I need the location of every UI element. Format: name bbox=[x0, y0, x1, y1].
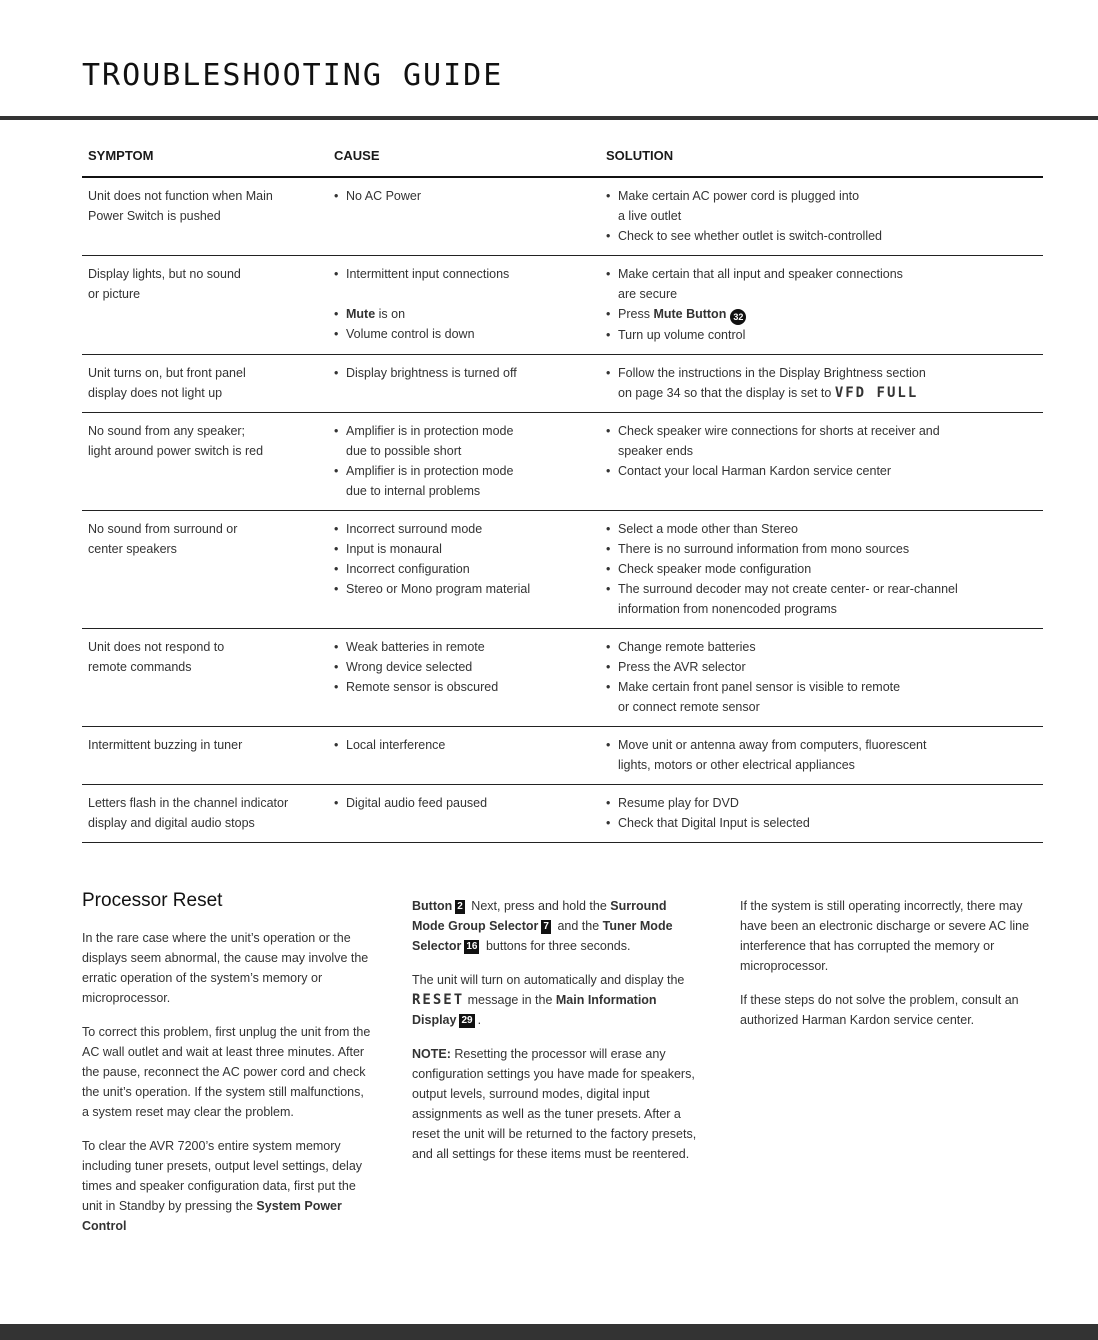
list-item: • There is no surround information from mono sources bbox=[606, 542, 910, 556]
reset-column-2 bbox=[412, 896, 702, 1178]
header-symptom: SYMPTOM bbox=[88, 148, 154, 163]
mute-button-number-icon: 32 bbox=[730, 309, 746, 325]
cause-cell bbox=[334, 735, 606, 775]
list-item: • Wrong device selected bbox=[334, 660, 473, 674]
solution-cell bbox=[606, 735, 1043, 775]
cause-cell bbox=[334, 637, 606, 717]
reset-display-text: RESET bbox=[412, 992, 465, 1008]
cause-cell bbox=[334, 363, 606, 403]
note-paragraph: NOTE: Resetting the processor will erase any configuration settings you have made for speakers, output levels, surround modes, digital input assignments as well as the tuner presets. After a reset the unit will be returned to the factory presets, and all settings for these items must be reentered. bbox=[412, 1047, 697, 1161]
key-number-icon: 7 bbox=[543, 921, 549, 932]
list-item: • Make certain that all input and speaker connections are secure bbox=[606, 267, 903, 301]
list-item: • Stereo or Mono program material bbox=[334, 582, 531, 596]
reset-column-1 bbox=[82, 928, 372, 1250]
solution-cell bbox=[606, 793, 1043, 833]
list-item: • Select a mode other than Stereo bbox=[606, 522, 798, 536]
list-item: • Intermittent input connections bbox=[334, 267, 510, 281]
list-item: • No AC Power bbox=[334, 189, 422, 203]
symptom-cell: No sound from any speaker; light around power switch is red bbox=[88, 424, 264, 458]
symptom-cell: Display lights, but no sound or picture bbox=[88, 267, 241, 301]
table-row bbox=[82, 413, 1043, 511]
list-item: • Check speaker wire connections for shorts at receiver and speaker ends bbox=[606, 424, 940, 458]
solution-cell bbox=[606, 264, 1043, 345]
symptom-cell: Unit does not function when Main Power Switch is pushed bbox=[88, 189, 273, 223]
table-header bbox=[82, 148, 1043, 178]
table-row bbox=[82, 511, 1043, 629]
symptom-cell: No sound from surround or center speakers bbox=[88, 522, 238, 556]
list-item: • Remote sensor is obscured bbox=[334, 680, 499, 694]
cause-cell bbox=[334, 264, 606, 345]
list-item: • Make certain front panel sensor is visible to remote or connect remote sensor bbox=[606, 680, 901, 714]
table-row bbox=[82, 629, 1043, 727]
list-item: • The surround decoder may not create center- or rear-channel information from nonencoded programs bbox=[606, 582, 958, 616]
list-item: • Turn up volume control bbox=[606, 328, 746, 342]
cause-cell bbox=[334, 186, 606, 246]
processor-reset-heading: Processor Reset bbox=[82, 890, 223, 911]
list-item: • Input is monaural bbox=[334, 542, 442, 556]
title-rule bbox=[0, 116, 1098, 120]
list-item: • Mute is on bbox=[334, 307, 406, 321]
list-item: • Change remote batteries bbox=[606, 640, 756, 654]
reset-paragraph: To clear the AVR 7200’s entire system memory including tuner presets, output level settings, delay times and speaker configuration data, first put the unit in Standby by pressing the System Power Control bbox=[82, 1139, 363, 1233]
list-item: • Contact your local Harman Kardon service center bbox=[606, 464, 892, 478]
reset-paragraph: To correct this problem, first unplug the unit from the AC wall outlet and wait at least three minutes. After the pause, reconnect the AC power cord and check the unit’s operation. If the system still malfunctions, a system reset may clear the problem. bbox=[82, 1025, 371, 1119]
key-number-icon: 29 bbox=[461, 1015, 473, 1026]
table-row bbox=[82, 785, 1043, 843]
list-item: • Incorrect configuration bbox=[334, 562, 470, 576]
header-solution: SOLUTION bbox=[606, 148, 674, 163]
list-item: • Weak batteries in remote bbox=[334, 640, 485, 654]
reset-paragraph: Button 2 Next, press and hold the Surround Mode Group Selector 7 and the Tuner Mode Selector 16 buttons for three seconds. bbox=[412, 899, 673, 953]
list-item: • Display brightness is turned off bbox=[334, 366, 517, 380]
list-item: • Volume control is down bbox=[334, 327, 475, 341]
list-item: • Incorrect surround mode bbox=[334, 522, 483, 536]
troubleshooting-table bbox=[82, 148, 1043, 843]
list-item: • Check that Digital Input is selected bbox=[606, 816, 810, 830]
solution-cell bbox=[606, 519, 1043, 619]
list-item: • Press the AVR selector bbox=[606, 660, 746, 674]
symptom-cell: Intermittent buzzing in tuner bbox=[88, 738, 243, 752]
list-item: • Amplifier is in protection mode due to internal problems bbox=[334, 464, 514, 498]
table-row bbox=[82, 355, 1043, 413]
list-item: • Follow the instructions in the Display Brightness section on page 34 so that the display is set to VFD FULL bbox=[606, 366, 926, 401]
table-row bbox=[82, 178, 1043, 256]
list-item: • Check speaker mode configuration bbox=[606, 562, 812, 576]
list-item: • Move unit or antenna away from computers, fluorescent lights, motors or other electrical appliances bbox=[606, 738, 927, 772]
reset-paragraph: In the rare case where the unit’s operation or the displays seem abnormal, the cause may involve the erratic operation of the system’s memory or microprocessor. bbox=[82, 931, 369, 1005]
list-item: • Digital audio feed paused bbox=[334, 796, 488, 810]
reset-paragraph: If the system is still operating incorrectly, there may have been an electronic discharge or severe AC line interference that has corrupted the memory or microprocessor. bbox=[740, 899, 1030, 973]
symptom-cell: Letters flash in the channel indicator display and digital audio stops bbox=[88, 796, 289, 830]
list-item: • Amplifier is in protection mode due to possible short bbox=[334, 424, 514, 458]
cause-cell bbox=[334, 793, 606, 833]
reset-column-3 bbox=[740, 896, 1040, 1044]
cause-cell bbox=[334, 421, 606, 501]
reset-paragraph: The unit will turn on automatically and display the RESET message in the Main Information Display 29 . bbox=[412, 973, 685, 1027]
reset-paragraph: If these steps do not solve the problem, consult an authorized Harman Kardon service center. bbox=[740, 993, 1019, 1027]
symptom-cell: Unit turns on, but front panel display does not light up bbox=[88, 366, 246, 400]
solution-cell bbox=[606, 186, 1043, 246]
page-title: TROUBLESHOOTING GUIDE bbox=[82, 58, 504, 93]
list-item: • Local interference bbox=[334, 738, 446, 752]
table-row bbox=[82, 727, 1043, 785]
list-item: • Press Mute Button 32 bbox=[606, 304, 1043, 325]
key-number-icon: 16 bbox=[466, 941, 478, 952]
key-number-icon: 2 bbox=[457, 901, 463, 912]
solution-cell bbox=[606, 363, 1043, 403]
solution-cell bbox=[606, 421, 1043, 501]
symptom-cell: Unit does not respond to remote commands bbox=[88, 640, 225, 674]
cause-cell bbox=[334, 519, 606, 619]
list-item: • Resume play for DVD bbox=[606, 796, 739, 810]
table-row bbox=[82, 256, 1043, 355]
footer-bar bbox=[0, 1324, 1098, 1340]
header-cause: CAUSE bbox=[334, 148, 380, 163]
list-item: • Check to see whether outlet is switch-controlled bbox=[606, 229, 883, 243]
solution-cell bbox=[606, 637, 1043, 717]
list-item: • Make certain AC power cord is plugged into a live outlet bbox=[606, 189, 860, 223]
vfd-full-display-text: VFD FULL bbox=[834, 385, 919, 401]
